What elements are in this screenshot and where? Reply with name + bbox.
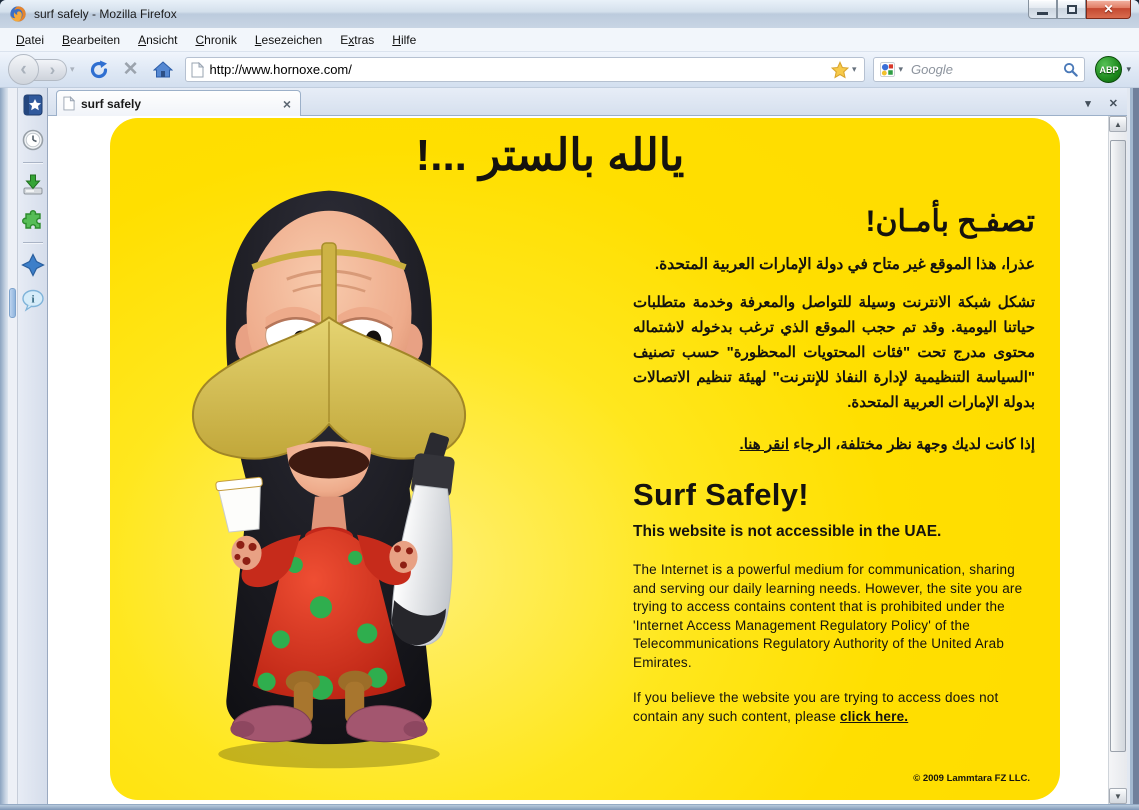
abp-dropdown-icon[interactable]: ▾	[1126, 64, 1131, 74]
tab-title: surf safely	[81, 96, 142, 111]
scroll-down-icon: ▼	[1114, 791, 1122, 801]
window-frame-bottom	[0, 804, 1139, 810]
url-dropdown-icon[interactable]: ▾	[851, 64, 857, 74]
bookmarks-book-star-icon	[21, 93, 45, 117]
svg-text:i: i	[30, 293, 35, 306]
window-title: surf safely - Mozilla Firefox	[34, 7, 177, 21]
page-viewport	[48, 116, 1108, 804]
scroll-up-button[interactable]	[1109, 116, 1127, 132]
close-icon: ✕	[1103, 2, 1114, 16]
sidebar-extensions-button[interactable]	[20, 252, 46, 278]
menu-bearbeiten[interactable]: Bearbeiten	[62, 32, 121, 47]
back-forward-group	[8, 54, 75, 85]
sidebar-addons-button[interactable]	[20, 207, 46, 233]
blocked-page	[110, 118, 1060, 800]
window-frame-left	[0, 88, 8, 804]
vertical-scrollbar[interactable]	[1108, 116, 1127, 804]
close-window-button[interactable]	[1086, 0, 1131, 19]
body-english: The Internet is a powerful medium for communication, sharing and serving our daily learning needs. However, the site you are trying to access contains content that is prohibited under the 'Internet Access Management Regulatory Policy' of the Telecommunications Regulatory Authority of the United Arab Emirates.	[633, 562, 1023, 670]
menu-extras[interactable]: Extras	[340, 32, 375, 47]
title-bar[interactable]	[0, 0, 1139, 28]
restore-button[interactable]	[1057, 0, 1086, 19]
google-icon[interactable]	[880, 62, 895, 77]
copyright-notice: © 2009 Lammtara FZ LLC.	[913, 773, 1030, 784]
character-illustration	[168, 184, 490, 789]
downloads-icon	[21, 173, 45, 197]
text-column	[633, 204, 1035, 726]
scrollbar-thumb[interactable]	[1110, 140, 1126, 752]
window-frame-right	[1127, 88, 1139, 804]
close-tab-button[interactable]: ✕	[1108, 98, 1118, 110]
sidebar-bookmarks-button[interactable]	[20, 92, 46, 118]
tab-surf-safely[interactable]	[56, 90, 301, 116]
search-magnifier-icon[interactable]	[1063, 62, 1078, 77]
minimize-button[interactable]	[1028, 0, 1057, 19]
page-icon	[191, 62, 204, 78]
back-button[interactable]	[8, 54, 39, 85]
tab-close-icon[interactable]: ×	[282, 95, 291, 112]
sidebar-toolbar	[18, 88, 48, 804]
menu-lesezeichen[interactable]: Lesezeichen	[254, 32, 323, 47]
addons-puzzle-icon	[21, 208, 45, 232]
click-here-link-arabic[interactable]: انقر هنا.	[739, 436, 790, 453]
url-input[interactable]	[210, 62, 831, 77]
menu-chronik[interactable]: Chronik	[195, 32, 237, 47]
home-icon	[153, 60, 173, 80]
notice-english: This website is not accessible in the UAE.	[633, 523, 942, 540]
menu-hilfe[interactable]: Hilfe	[392, 32, 417, 47]
tabbar-controls	[1080, 95, 1123, 112]
navigation-toolbar	[0, 52, 1139, 88]
home-button[interactable]	[149, 56, 177, 84]
page-heading-arabic: يالله بالستر ...!	[415, 131, 685, 180]
list-all-tabs-icon[interactable]: ▾	[1085, 98, 1091, 110]
blue-cross-icon	[21, 253, 45, 277]
notice-arabic: عذرا، هذا الموقع غير متاح في دولة الإمارات العربية المتحدة.	[654, 256, 1035, 273]
stop-icon: ✕	[122, 59, 139, 80]
sidebar-downloads-button[interactable]	[20, 172, 46, 198]
sidebar-splitter[interactable]	[8, 88, 18, 804]
sidebar-pageinfo-button[interactable]	[20, 287, 46, 313]
sidebar-separator	[23, 162, 43, 163]
search-input[interactable]	[911, 62, 1063, 77]
sidebar-separator	[23, 242, 43, 243]
menu-ansicht[interactable]: Ansicht	[138, 32, 178, 47]
history-dropdown[interactable]: ▾	[70, 64, 75, 74]
minimize-icon	[1037, 12, 1048, 15]
info-bubble-icon	[21, 288, 45, 312]
restore-icon	[1067, 5, 1077, 14]
forward-icon: ›	[49, 59, 56, 79]
click-here-link-english[interactable]: click here.	[839, 708, 909, 724]
reload-icon	[89, 60, 109, 80]
search-box[interactable]	[873, 57, 1085, 82]
back-icon: ‹	[20, 58, 27, 80]
scroll-down-button[interactable]	[1109, 788, 1127, 804]
menu-bar	[0, 28, 1139, 52]
tab-bar	[48, 88, 1127, 116]
body-arabic: تشكل شبكة الانترنت وسيلة للتواصل والمعرفة وخدمة متطلبات حياتنا اليومية. وقد تم حجب الموقع الذي ترغب بدخوله لاشتماله محتوى مدرج تحت "فئات المحتويات المحظورة" حسب تصنيف "السياسة التنظيمية لإدارة النفاذ للإنترنت" لهيئة تنظيم الاتصالات بدولة الإمارات العربية المتحدة.	[633, 294, 1035, 411]
abp-label: ABP	[1099, 64, 1119, 75]
window-controls	[1028, 0, 1131, 19]
appeal-english: If you believe the website you are trying to access does not contain any such content, please click here.	[633, 690, 999, 724]
scroll-up-icon: ▲	[1114, 119, 1122, 129]
sidebar-history-button[interactable]	[20, 127, 46, 153]
menu-datei[interactable]: Datei	[16, 32, 45, 47]
url-bar[interactable]	[185, 57, 866, 82]
reload-button[interactable]	[85, 56, 113, 84]
heading-english: Surf Safely!	[633, 477, 809, 512]
tab-page-icon	[63, 96, 75, 111]
history-clock-icon	[21, 128, 45, 152]
stop-button[interactable]	[117, 56, 145, 84]
bookmark-star-icon[interactable]	[831, 61, 849, 79]
subheading-arabic: تصفـح بأمـان!	[865, 205, 1035, 238]
appeal-arabic: إذا كانت لديك وجهة نظر مختلفة، الرجاء انقر هنا.	[739, 436, 1035, 453]
adblock-plus-button[interactable]	[1095, 56, 1122, 83]
search-engine-dropdown-icon[interactable]: ▾	[898, 64, 903, 74]
splitter-grip[interactable]	[9, 288, 16, 318]
firefox-icon	[9, 5, 27, 23]
